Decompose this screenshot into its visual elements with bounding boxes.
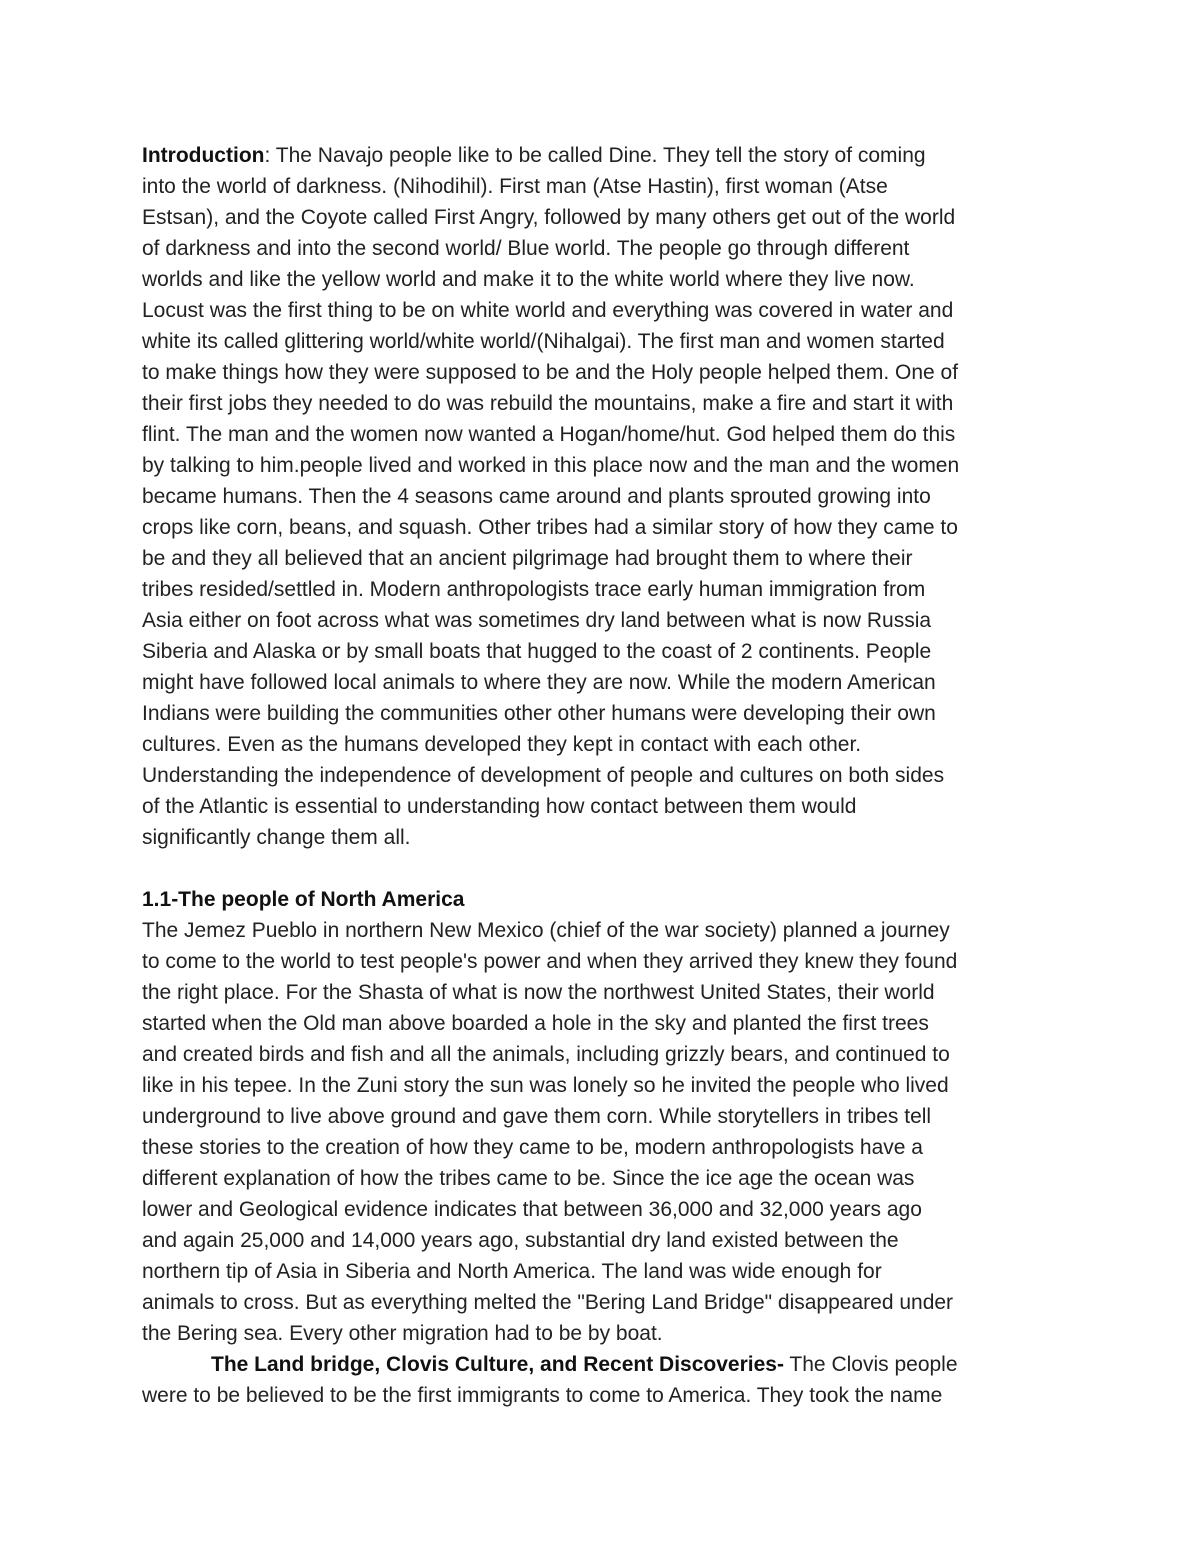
section-line: the right place. For the Shasta of what is now the northwest United States, their world [142,981,935,1004]
intro-first-line-text: : The Navajo people like to be called Dine. They tell the story of coming [264,144,926,167]
subsection-paragraph [142,1380,1072,1411]
section-line: underground to live above ground and gave them corn. While storytellers in tribes tell [142,1105,932,1128]
section-heading: 1.1-The people of North America [142,888,465,911]
intro-line: of darkness and into the second world/ Blue world. The people go through different [142,237,910,260]
intro-line: into the world of darkness. (Nihodihil). First man (Atse Hastin), first woman (Atse [142,175,888,198]
intro-line: might have followed local animals to where they are now. While the modern American [142,671,936,694]
section-line: animals to cross. But as everything melted the "Bering Land Bridge" disappeared under [142,1291,954,1314]
intro-line: Siberia and Alaska or by small boats that hugged to the coast of 2 continents. People [142,640,932,663]
intro-line: be and they all believed that an ancient pilgrimage had brought them to where their [142,547,913,570]
section-line: these stories to the creation of how they came to be, modern anthropologists have a [142,1136,923,1159]
subsection-first-line-text: The Clovis people [783,1353,958,1376]
subsection-line: were to be believed to be the first immigrants to come to America. They took the name [142,1384,943,1407]
subsection-first-line [142,1349,1072,1380]
intro-line: tribes resided/settled in. Modern anthropologists trace early human immigration from [142,578,926,601]
intro-line: Asia either on foot across what was sometimes dry land between what is now Russia [142,609,932,632]
intro-line: by talking to him.people lived and worked in this place now and the man and the women [142,454,960,477]
section-line: like in his tepee. In the Zuni story the sun was lonely so he invited the people who lived [142,1074,949,1097]
intro-first-line [142,140,1072,171]
intro-line: worlds and like the yellow world and make it to the white world where they live now. [142,268,915,291]
section-line: started when the Old man above boarded a hole in the sky and planted the first trees [142,1012,929,1035]
section-line: and again 25,000 and 14,000 years ago, substantial dry land existed between the [142,1229,899,1252]
section-line: and created birds and fish and all the animals, including grizzly bears, and continued to [142,1043,950,1066]
intro-line: of the Atlantic is essential to understanding how contact between them would [142,795,857,818]
intro-line: white its called glittering world/white world/(Nihalgai). The first man and women started [142,330,945,353]
intro-line: Locust was the first thing to be on white world and everything was covered in water and [142,299,954,322]
intro-line: Estsan), and the Coyote called First Angry, followed by many others get out of the world [142,206,956,229]
intro-label: Introduction [142,144,265,167]
intro-line: to make things how they were supposed to be and the Holy people helped them. One of [142,361,959,384]
document-body [142,140,1072,1411]
section-line: the Bering sea. Every other migration had to be by boat. [142,1322,663,1345]
intro-paragraph [142,171,1072,853]
intro-line: flint. The man and the women now wanted a Hogan/home/hut. God helped them do this [142,423,956,446]
paragraph-spacer [142,853,1072,884]
section-line: different explanation of how the tribes came to be. Since the ice age the ocean was [142,1167,915,1190]
section-line: northern tip of Asia in Siberia and North America. The land was wide enough for [142,1260,882,1283]
intro-line: cultures. Even as the humans developed they kept in contact with each other. [142,733,862,756]
intro-line: Indians were building the communities other other humans were developing their own [142,702,936,725]
section-line: The Jemez Pueblo in northern New Mexico (chief of the war society) planned a journey [142,919,950,942]
section-paragraph [142,915,1072,1349]
intro-line: became humans. Then the 4 seasons came around and plants sprouted growing into [142,485,931,508]
intro-line: crops like corn, beans, and squash. Other tribes had a similar story of how they came to [142,516,958,539]
section-line: to come to the world to test people's power and when they arrived they knew they found [142,950,958,973]
intro-line: Understanding the independence of development of people and cultures on both sides [142,764,945,787]
intro-line: significantly change them all. [142,826,411,849]
subsection-heading: The Land bridge, Clovis Culture, and Recent Discoveries- [211,1353,784,1376]
intro-line: their first jobs they needed to do was rebuild the mountains, make a fire and start it with [142,392,954,415]
section-line: lower and Geological evidence indicates that between 36,000 and 32,000 years ago [142,1198,922,1221]
